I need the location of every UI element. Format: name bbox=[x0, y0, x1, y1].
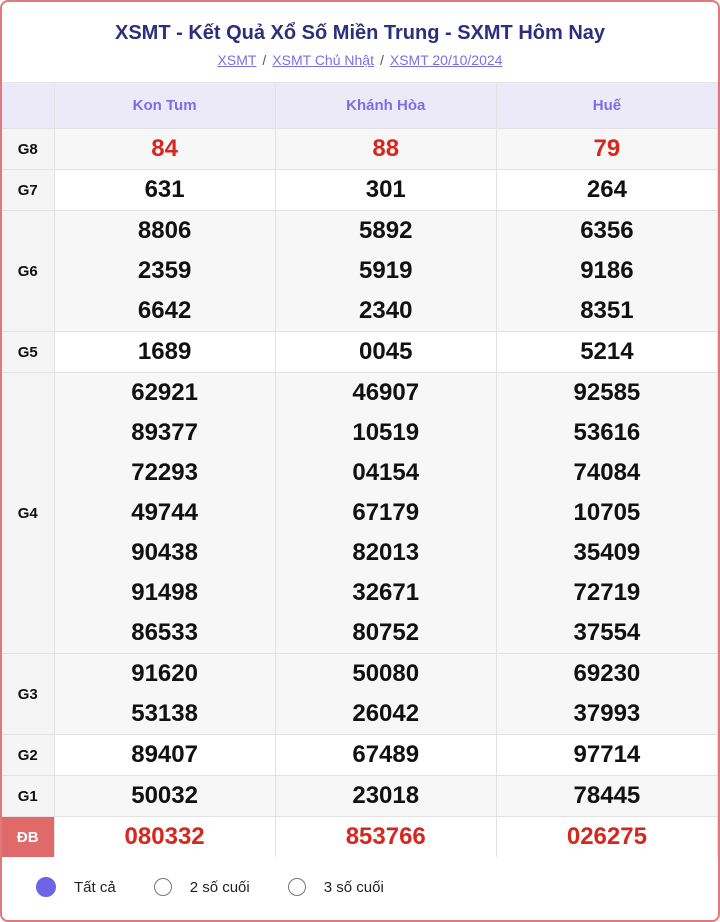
prize-number: 04154 bbox=[352, 459, 420, 486]
province-header-kon-tum: Kon Tum bbox=[54, 83, 275, 129]
prize-number: 37993 bbox=[573, 700, 641, 727]
prize-cell bbox=[496, 332, 717, 373]
prize-label: G2 bbox=[2, 735, 54, 776]
radio-empty-icon[interactable] bbox=[154, 878, 172, 896]
prize-number: 37554 bbox=[573, 619, 641, 646]
prize-number: 50080 bbox=[352, 660, 420, 687]
prize-number: 23018 bbox=[352, 782, 420, 809]
prize-number: 91498 bbox=[131, 579, 198, 606]
prize-cell bbox=[275, 776, 496, 817]
prize-number: 53616 bbox=[573, 419, 641, 446]
prize-number: 79 bbox=[593, 135, 621, 162]
breadcrumb-separator: / bbox=[379, 52, 384, 68]
prize-number: 91620 bbox=[131, 660, 198, 687]
prize-number: 5892 bbox=[359, 217, 413, 244]
prize-label: G6 bbox=[2, 211, 54, 332]
prize-number: 88 bbox=[372, 135, 400, 162]
radio-empty-icon[interactable] bbox=[288, 878, 306, 896]
prize-label: G7 bbox=[2, 170, 54, 211]
filter-option-all[interactable] bbox=[36, 877, 116, 897]
prize-label: ĐB bbox=[2, 817, 54, 858]
breadcrumb-xsmt-date[interactable]: XSMT 20/10/2024 bbox=[389, 52, 503, 68]
prize-cell bbox=[54, 332, 275, 373]
prize-cell bbox=[54, 211, 275, 332]
prize-number: 50032 bbox=[131, 782, 198, 809]
prize-number: 84 bbox=[151, 135, 178, 162]
prize-number: 62921 bbox=[131, 379, 198, 406]
prize-row bbox=[2, 735, 718, 776]
page-title: XSMT - Kết Quả Xổ Số Miền Trung - SXMT Hôm Nay bbox=[114, 22, 606, 44]
prize-label: G8 bbox=[2, 129, 54, 170]
breadcrumb-separator: / bbox=[262, 52, 267, 68]
prize-number: 32671 bbox=[352, 579, 420, 606]
prize-cell bbox=[496, 776, 717, 817]
prize-number: 301 bbox=[365, 176, 406, 203]
prize-number: 8351 bbox=[580, 297, 634, 324]
prize-cell bbox=[496, 211, 717, 332]
prize-cell bbox=[496, 735, 717, 776]
prize-cell bbox=[54, 170, 275, 211]
prize-number: 49744 bbox=[131, 499, 198, 526]
prize-column-header bbox=[2, 83, 54, 129]
prize-label: G1 bbox=[2, 776, 54, 817]
results-table bbox=[2, 83, 718, 857]
prize-number: 35409 bbox=[573, 539, 641, 566]
prize-cell bbox=[275, 170, 496, 211]
prize-number: 74084 bbox=[573, 459, 641, 486]
breadcrumb bbox=[2, 52, 718, 68]
prize-number: 1689 bbox=[137, 338, 192, 365]
prize-number: 86533 bbox=[131, 619, 198, 646]
radio-selected-icon[interactable] bbox=[36, 877, 56, 897]
prize-number: 90438 bbox=[131, 539, 198, 566]
prize-row bbox=[2, 776, 718, 817]
prize-cell bbox=[275, 735, 496, 776]
prize-number: 853766 bbox=[345, 823, 426, 850]
prize-cell bbox=[275, 817, 496, 858]
prize-number: 78445 bbox=[573, 782, 641, 809]
prize-label: G5 bbox=[2, 332, 54, 373]
prize-cell bbox=[275, 332, 496, 373]
prize-cell bbox=[54, 654, 275, 735]
prize-number: 53138 bbox=[131, 700, 198, 727]
prize-row bbox=[2, 332, 718, 373]
prize-number: 9186 bbox=[580, 257, 634, 284]
prize-number: 0045 bbox=[359, 338, 413, 365]
prize-row bbox=[2, 654, 718, 735]
prize-number: 26042 bbox=[352, 700, 420, 727]
prize-number: 10705 bbox=[573, 499, 641, 526]
prize-number: 2359 bbox=[137, 257, 192, 284]
prize-number: 080332 bbox=[124, 823, 205, 850]
prize-row bbox=[2, 211, 718, 332]
prize-number: 72719 bbox=[573, 579, 641, 606]
province-header-khanh-hoa: Khánh Hòa bbox=[275, 83, 496, 129]
table-header-row bbox=[2, 83, 718, 129]
prize-cell bbox=[496, 129, 717, 170]
prize-row bbox=[2, 817, 718, 858]
results-header bbox=[2, 2, 718, 83]
prize-label: G3 bbox=[2, 654, 54, 735]
prize-number: 97714 bbox=[573, 741, 641, 768]
prize-cell bbox=[54, 129, 275, 170]
filter-option-label: 3 số cuối bbox=[323, 878, 384, 896]
filter-option-label: 2 số cuối bbox=[189, 878, 250, 896]
prize-number: 5214 bbox=[580, 338, 634, 365]
prize-row bbox=[2, 129, 718, 170]
prize-cell bbox=[54, 735, 275, 776]
prize-number: 82013 bbox=[352, 539, 420, 566]
prize-cell bbox=[275, 129, 496, 170]
prize-number: 8806 bbox=[137, 217, 192, 244]
prize-number: 80752 bbox=[352, 619, 420, 646]
prize-number: 6642 bbox=[137, 297, 192, 324]
breadcrumb-xsmt-chu-nhat[interactable]: XSMT Chủ Nhật bbox=[272, 52, 374, 68]
prize-number: 10519 bbox=[352, 419, 420, 446]
prize-label: G4 bbox=[2, 373, 54, 654]
prize-row bbox=[2, 373, 718, 654]
prize-number: 67489 bbox=[352, 741, 420, 768]
prize-number: 89377 bbox=[131, 419, 198, 446]
filter-option-label: Tất cả bbox=[74, 878, 116, 896]
filter-option-last-2[interactable] bbox=[154, 878, 250, 896]
prize-cell bbox=[275, 373, 496, 654]
prize-cell bbox=[496, 817, 717, 858]
prize-cell bbox=[275, 654, 496, 735]
prize-cell bbox=[54, 817, 275, 858]
prize-number: 631 bbox=[144, 176, 185, 203]
prize-cell bbox=[54, 776, 275, 817]
province-header-hue: Huế bbox=[496, 83, 717, 129]
prize-number: 5919 bbox=[359, 257, 413, 284]
prize-number: 67179 bbox=[352, 499, 420, 526]
breadcrumb-xsmt[interactable]: XSMT bbox=[217, 52, 257, 68]
prize-cell bbox=[496, 170, 717, 211]
prize-number: 46907 bbox=[352, 379, 420, 406]
prize-cell bbox=[54, 373, 275, 654]
filter-option-last-3[interactable] bbox=[288, 878, 384, 896]
prize-number: 026275 bbox=[566, 823, 647, 850]
prize-number: 92585 bbox=[573, 379, 641, 406]
digit-filter bbox=[2, 854, 718, 920]
prize-number: 264 bbox=[586, 176, 627, 203]
prize-number: 89407 bbox=[131, 741, 198, 768]
prize-number: 72293 bbox=[131, 459, 198, 486]
prize-cell bbox=[496, 654, 717, 735]
prize-number: 69230 bbox=[573, 660, 641, 687]
prize-number: 2340 bbox=[359, 297, 413, 324]
prize-row bbox=[2, 170, 718, 211]
prize-cell bbox=[496, 373, 717, 654]
prize-cell bbox=[275, 211, 496, 332]
prize-number: 6356 bbox=[580, 217, 634, 244]
